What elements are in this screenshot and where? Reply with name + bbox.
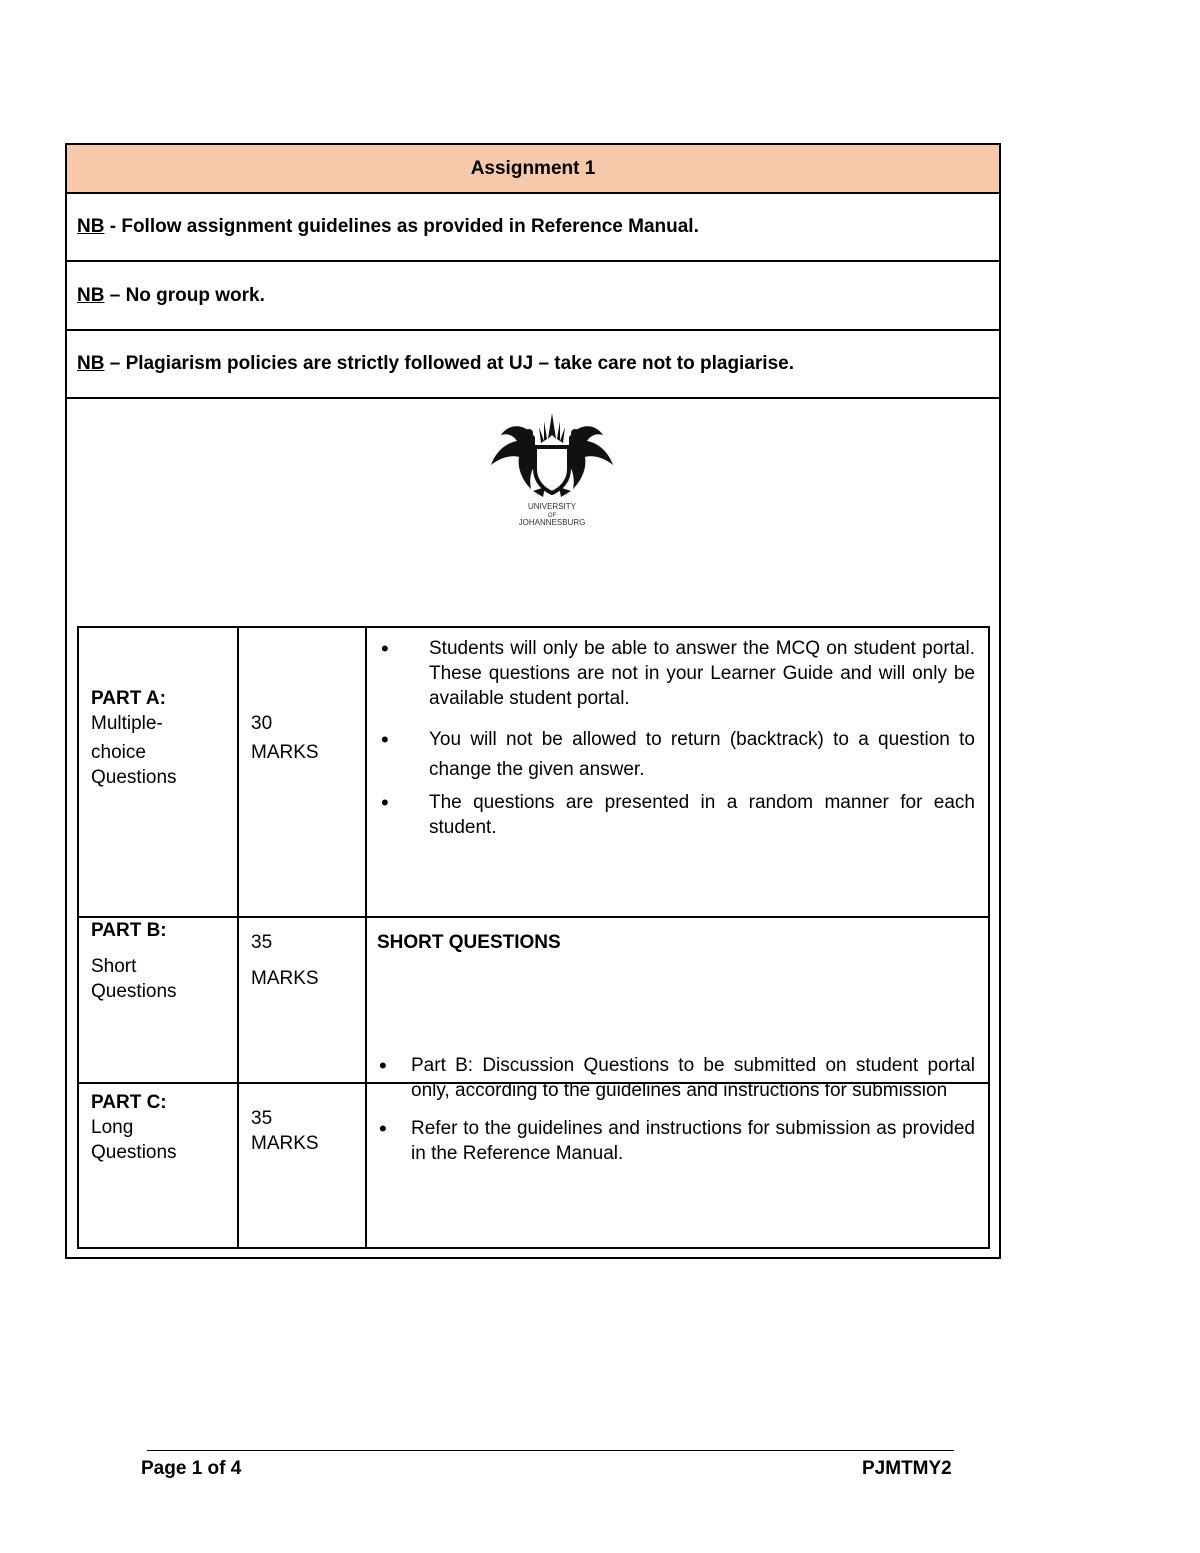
list-item: • Part B: Discussion Questions to be submitted on student portal only, according to the guidelines and instructions for submission [377, 1053, 975, 1103]
note-row-group-work [67, 262, 999, 331]
part-c-marks-unit: MARKS [251, 1133, 319, 1154]
part-b-name-cell [91, 918, 177, 1004]
list-item: • The questions are presented in a random manner for each student. [379, 790, 975, 840]
note-text: – Plagiarism policies are strictly followed at UJ – take care not to plagiarise. [104, 353, 794, 374]
university-logo [487, 409, 617, 537]
part-b-c-bullets [377, 1053, 975, 1166]
document-code: PJMTMY2 [862, 1458, 952, 1479]
parts-table [77, 626, 990, 1249]
part-c-name-line2: Questions [91, 1142, 177, 1163]
part-c-marks-value: 35 [251, 1108, 273, 1129]
part-a-marks-cell [251, 711, 319, 765]
part-a-name-cell [91, 686, 177, 790]
part-c-name-cell [91, 1090, 177, 1165]
row-divider [79, 1082, 239, 1084]
page-number: Page 1 of 4 [141, 1458, 242, 1479]
note-row-guidelines [67, 194, 999, 262]
note-text: - Follow assignment guidelines as provided in Reference Manual. [104, 216, 699, 237]
part-b-heading: SHORT QUESTIONS [377, 932, 561, 953]
part-b-name-line1: Short [91, 956, 137, 977]
row-divider [79, 916, 988, 918]
part-b-marks-value: 35 [251, 932, 273, 953]
part-a-label: PART A: [91, 688, 166, 709]
assignment-table [65, 143, 1001, 1259]
list-item: • Refer to the guidelines and instructions for submission as provided in the Reference Manual. [377, 1116, 975, 1166]
note-prefix: NB [77, 216, 105, 237]
part-a-marks-value: 30 [251, 713, 273, 734]
note-prefix: NB [77, 284, 105, 306]
footer-divider [147, 1450, 954, 1451]
list-item: • You will not be allowed to return (backtrack) to a question to change the given answer. [379, 725, 975, 785]
part-b-label: PART B: [91, 920, 167, 941]
part-c-label: PART C: [91, 1092, 167, 1113]
part-c-name-line1: Long [91, 1117, 134, 1138]
column-divider [365, 628, 367, 1247]
logo-text-line3: JOHANNESBURG [518, 518, 586, 527]
assignment-title-row [67, 145, 999, 194]
note-row-plagiarism [67, 331, 999, 399]
column-divider [237, 628, 239, 1247]
logo-text-line1: UNIVERSITY [527, 502, 577, 511]
list-item: • Students will only be able to answer the MCQ on student portal. These questions are not in your Learner Guide and will only be available student portal. [379, 636, 975, 711]
note-text: – No group work. [104, 284, 265, 306]
part-b-marks-unit: MARKS [251, 968, 319, 989]
part-a-bullets [379, 636, 975, 840]
part-a-marks-unit: MARKS [251, 742, 319, 763]
logo-text-line2: OF [547, 513, 557, 519]
part-b-name-line2: Questions [91, 981, 177, 1002]
part-a-name-line3: Questions [91, 767, 177, 788]
part-a-name-line2: choice [91, 742, 146, 763]
part-b-marks-cell [251, 930, 319, 991]
part-a-name-line1: Multiple- [91, 713, 163, 734]
note-prefix: NB [77, 353, 105, 374]
part-c-marks-cell [251, 1106, 319, 1156]
assignment-title: Assignment 1 [470, 157, 596, 179]
